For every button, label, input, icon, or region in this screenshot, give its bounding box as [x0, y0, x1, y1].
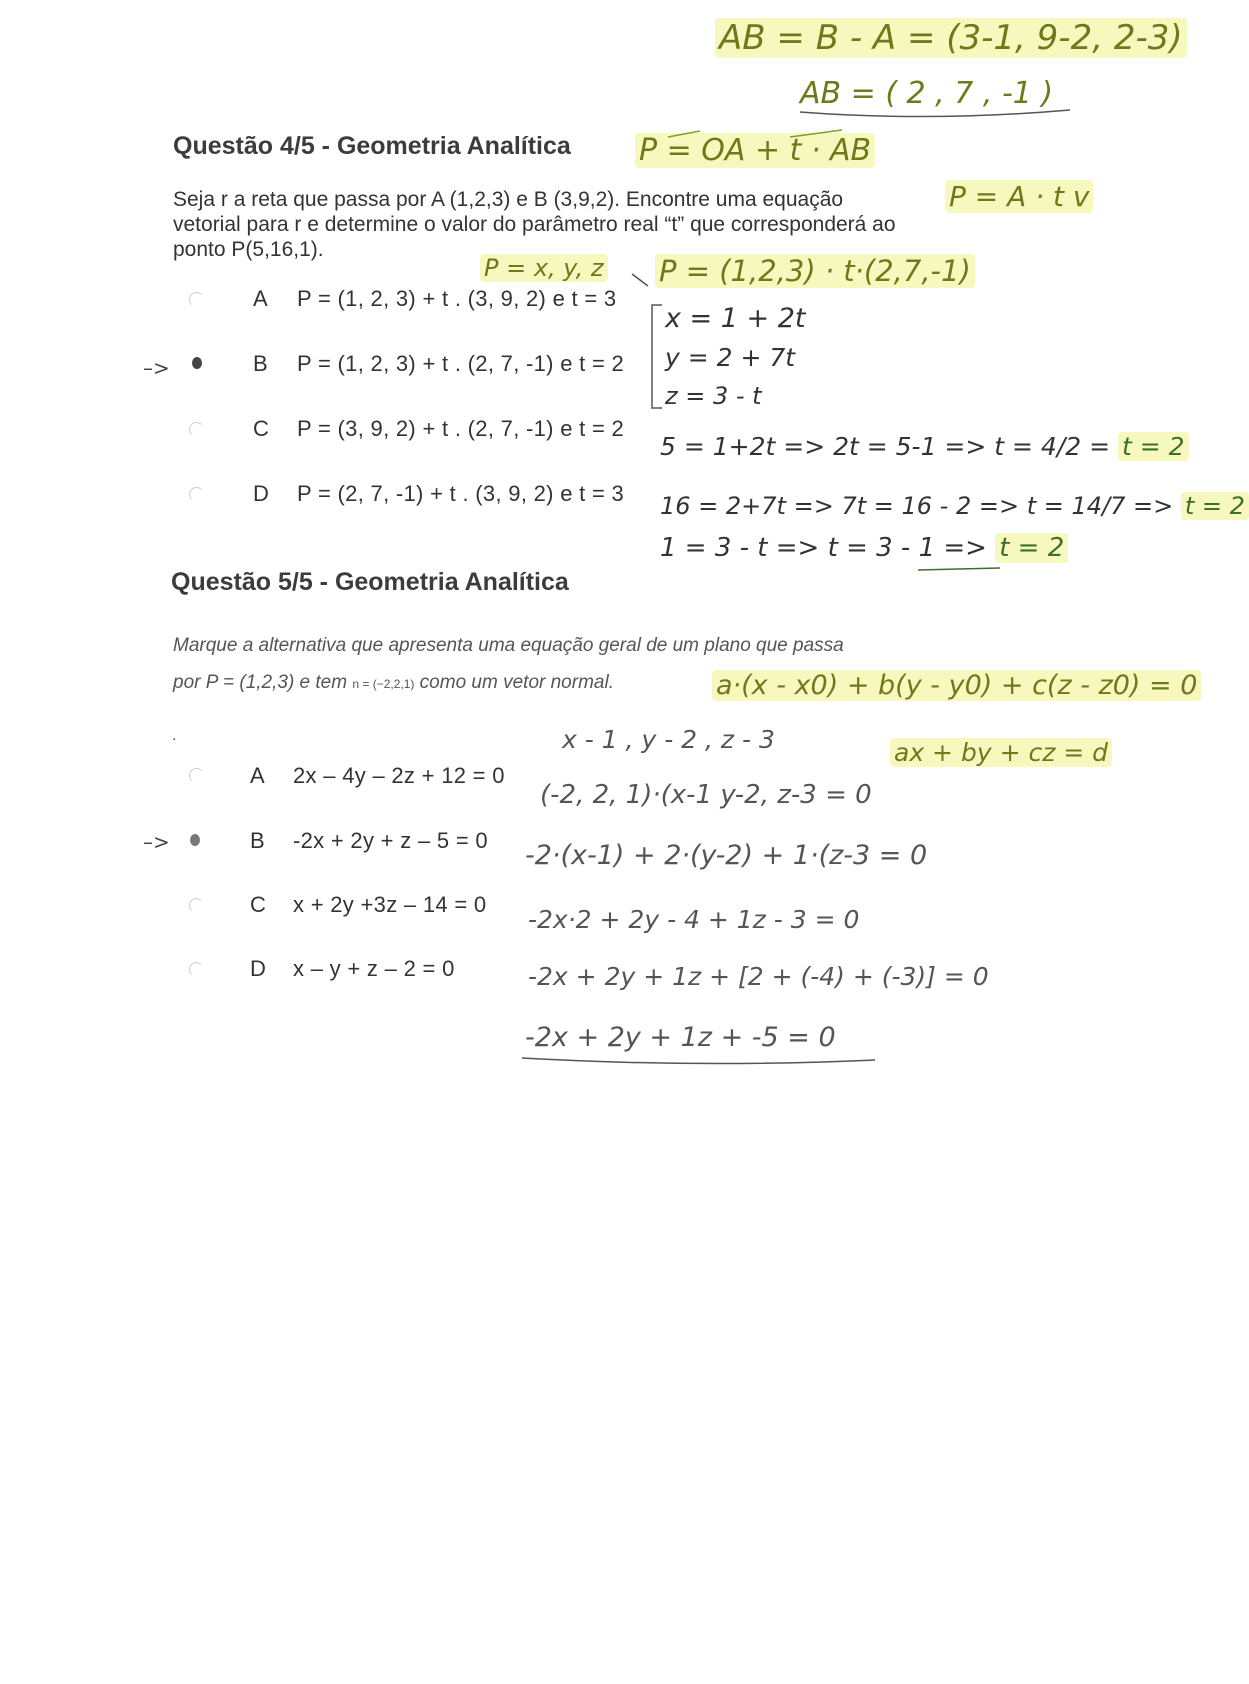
note-plane-form: ax + by + cz = d — [890, 738, 1112, 767]
system-bracket-stroke — [652, 305, 662, 408]
q4-statement-line2: vetorial para r e determine o valor do parâmetro real “t” que corresponderá ao — [173, 213, 896, 236]
note-formula-oa-ab: P = OA + t · AB — [635, 133, 875, 168]
note-solve-3-answer: t = 2 — [995, 533, 1068, 563]
note-solve-2 — [660, 492, 1249, 520]
note-solve-2-work: 16 = 2+7t => 7t = 16 - 2 => t = 14/7 => — [660, 492, 1181, 520]
q4-option-b-letter: B — [253, 351, 268, 376]
q4-statement — [173, 187, 1013, 262]
note-solve-3-work: 1 = 3 - t => t = 3 - 1 => — [660, 533, 996, 563]
q5-radio-c[interactable] — [189, 898, 204, 913]
note-solve-2-answer: t = 2 — [1181, 492, 1249, 520]
note-formula-atv: P = A · t v — [945, 180, 1093, 213]
q4-option-c-letter: C — [253, 416, 269, 441]
q4-radio-d[interactable] — [189, 487, 204, 502]
q5-option-c-text[interactable]: x + 2y +3z – 14 = 0 — [293, 892, 487, 917]
q4-radio-a[interactable] — [189, 292, 204, 307]
q5-option-b-letter: B — [250, 828, 265, 853]
note-general-plane-formula: a·(x - x0) + b(y - y0) + c(z - z0) = 0 — [712, 670, 1201, 701]
note-final-result: -2x + 2y + 1z + -5 = 0 — [525, 1022, 836, 1053]
note-sys-x: x = 1 + 2t — [665, 303, 806, 334]
q4-option-b-text[interactable]: P = (1, 2, 3) + t . (2, 7, -1) e t = 2 — [297, 351, 625, 376]
note-ab-subtraction: AB = B - A = (3-1, 9-2, 2-3) — [715, 18, 1187, 58]
note-expanded-1: -2·(x-1) + 2·(y-2) + 1·(z-3 = 0 — [525, 840, 928, 871]
q5-option-d-text[interactable]: x – y + z – 2 = 0 — [293, 956, 455, 981]
connector-stroke — [632, 274, 648, 286]
q5-option-c-letter: C — [250, 892, 266, 917]
q5-statement-line1: Marque a alternativa que apresenta uma equação geral de um plano que passa — [173, 635, 844, 656]
q5-selected-arrow: –> — [143, 830, 170, 854]
q5-radio-a[interactable] — [189, 768, 204, 783]
q5-statement-line2-pre: por P = (1,2,3) e tem — [173, 672, 353, 693]
q5-radio-b[interactable] — [190, 834, 200, 846]
q5-radio-d[interactable] — [189, 962, 204, 977]
note-solve-3 — [660, 533, 1068, 563]
q4-option-d-text[interactable]: P = (2, 7, -1) + t . (3, 9, 2) e t = 3 — [297, 481, 625, 506]
q4-statement-line1: Seja r a reta que passa por A (1,2,3) e B (3,9,2). Encontre uma equação — [173, 188, 844, 211]
note-p-substitution: P = (1,2,3) · t·(2,7,-1) — [655, 254, 975, 288]
note-ab-result: AB = ( 2 , 7 , -1 ) — [800, 76, 1054, 111]
note-expanded-2: -2x·2 + 2y - 4 + 1z - 3 = 0 — [528, 905, 860, 934]
normal-vector: n = (−2,2,1) — [352, 677, 415, 691]
q4-title: Questão 4/5 - Geometria Analítica — [173, 132, 571, 160]
q4-option-d-letter: D — [253, 481, 269, 506]
q5-statement-line2 — [173, 672, 614, 694]
note-differences: x - 1 , y - 2 , z - 3 — [562, 725, 775, 754]
note-expanded-3: -2x + 2y + 1z + [2 + (-4) + (-3)] = 0 — [528, 962, 989, 991]
q5-title: Questão 5/5 - Geometria Analítica — [171, 568, 569, 596]
note-dot-product: (-2, 2, 1)·(x-1 y-2, z-3 = 0 — [540, 780, 872, 810]
underline-solve3-stroke — [918, 568, 1000, 570]
underline-result-stroke — [522, 1058, 875, 1064]
q5-statement-line2-post: como um vetor normal. — [414, 672, 614, 693]
q4-statement-line3: ponto P(5,16,1). — [173, 238, 324, 261]
note-solve-1 — [660, 432, 1189, 461]
q5-option-b-text[interactable]: -2x + 2y + z – 5 = 0 — [293, 828, 488, 853]
q4-option-a-text[interactable]: P = (1, 2, 3) + t . (3, 9, 2) e t = 3 — [297, 286, 617, 311]
q5-option-a-text[interactable]: 2x – 4y – 2z + 12 = 0 — [293, 763, 505, 788]
q4-option-a-letter: A — [253, 286, 268, 311]
q4-option-c-text[interactable]: P = (3, 9, 2) + t . (2, 7, -1) e t = 2 — [297, 416, 625, 441]
q5-option-d-letter: D — [250, 956, 266, 981]
q4-selected-arrow: –> — [143, 356, 170, 380]
q4-radio-b[interactable] — [192, 357, 202, 369]
q4-radio-c[interactable] — [189, 422, 204, 437]
note-sys-y: y = 2 + 7t — [665, 343, 796, 372]
note-pxyz: P = x, y, z — [480, 254, 608, 282]
note-solve-1-answer: t = 2 — [1118, 432, 1189, 461]
note-solve-1-work: 5 = 1+2t => 2t = 5-1 => t = 4/2 = — [660, 432, 1118, 461]
q5-dot: . — [172, 727, 177, 744]
q5-option-a-letter: A — [250, 763, 265, 788]
note-sys-z: z = 3 - t — [665, 382, 762, 410]
